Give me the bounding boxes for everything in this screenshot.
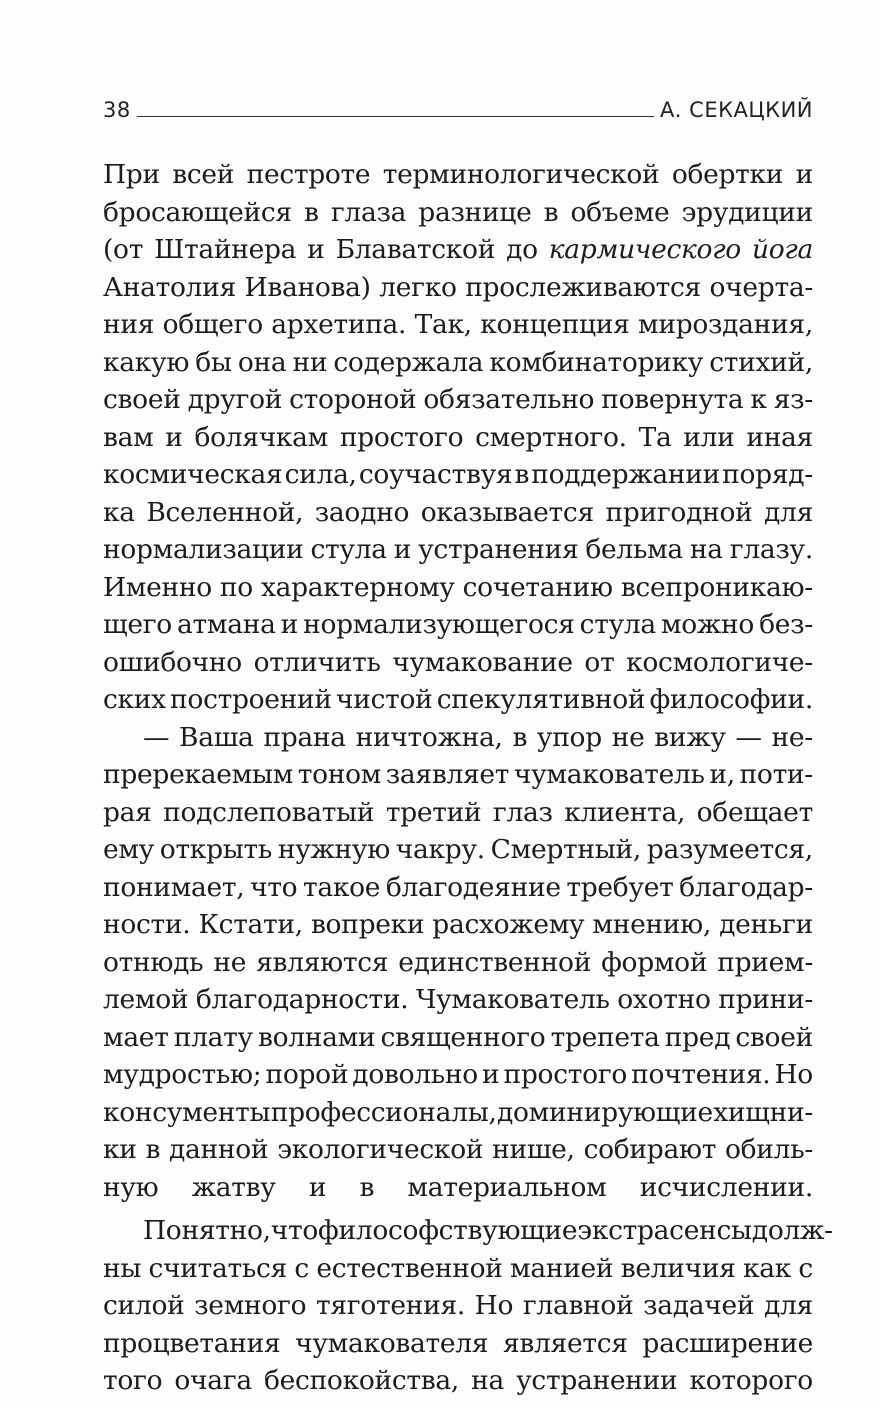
text-line: какую бы она ни содержала комбинаторику стихий, <box>103 346 813 378</box>
text-line: ему открыть нужную чакру. Смертный, разумеется, <box>103 834 813 865</box>
text-line: ка Вселенной, заодно оказывается пригодной для <box>103 496 813 528</box>
author-name: А. СЕКАЦКИЙ <box>659 98 813 122</box>
text-line: — Ваша прана ничтожна, в упор не вижу — не- <box>143 721 813 753</box>
text-line: При всей пестроте терминологической обертки и <box>103 159 813 190</box>
text-line: ния общего архетипа. Так, концепция мироздания, <box>103 309 813 340</box>
text-line: рая подслеповатый третий глаз клиента, обещает <box>103 796 813 828</box>
text-line: ную жатву и в материальном исчислении. <box>103 1171 813 1203</box>
paragraph <box>103 156 813 719</box>
text-line: лемой благодарности. Чумакователь охотно прини- <box>103 984 813 1015</box>
text-line: мает плату волнами священного трепета пред своей <box>103 1021 813 1053</box>
paragraph <box>103 719 813 1207</box>
text-line: щего атмана и нормализующегося стула можно без- <box>103 609 813 640</box>
text-line: ки в данной экологической нише, собирают обиль- <box>103 1134 813 1165</box>
text-line: Анатолия Иванова) легко прослеживаются очерта- <box>103 271 813 303</box>
text-line: консументы профессионалы, доминирующие хищни- <box>103 1096 813 1128</box>
text-line: того очага беспокойства, на устранении которого <box>103 1365 813 1396</box>
text-line: бросающейся в глаза разнице в объеме эрудиции <box>103 196 813 228</box>
text-line: Именно по характерному сочетанию всепроникаю- <box>103 571 813 603</box>
text-line: своей другой стороной обязательно повернута к яз- <box>103 384 813 415</box>
text-line: пререкаемым тоном заявляет чумакователь и, поти- <box>103 759 813 790</box>
text-line: (от Штайнера и Блаватской до кармического йога <box>103 234 813 265</box>
page-number: 38 <box>103 98 131 122</box>
text-line: вам и болячкам простого смертного. Та или иная <box>103 421 813 453</box>
text-line: силой земного тяготения. Но главной задачей для <box>103 1290 813 1321</box>
header-rule <box>137 116 654 117</box>
text-line: ских построений чистой спекулятивной философии. <box>103 684 813 715</box>
text-line: ности. Кстати, вопреки расхожему мнению, деньги <box>103 909 813 940</box>
text-line: нормализации стула и устранения бельма на глазу. <box>103 534 813 565</box>
text-line: отнюдь не являются единственной формой прием- <box>103 946 813 978</box>
paragraph <box>103 1212 833 1400</box>
text-line: понимает, что такое благодеяние требует благодар- <box>103 871 813 903</box>
running-head <box>103 88 813 122</box>
text-line: процветания чумакователя является расширение <box>103 1327 813 1359</box>
text-line: ны считаться с естественной манией величия как с <box>103 1252 813 1284</box>
book-page <box>103 88 833 1396</box>
text-line: мудростью; порой довольно и простого почтения. Но <box>103 1059 813 1090</box>
text-line: ошибочно отличить чумакование от космологиче- <box>103 646 813 678</box>
text-line: Понятно, что философствующие экстрасенсы долж- <box>143 1215 833 1246</box>
text-line: космическая сила, соучаствуя в поддержании поряд- <box>103 459 813 490</box>
body-text <box>103 156 833 1400</box>
